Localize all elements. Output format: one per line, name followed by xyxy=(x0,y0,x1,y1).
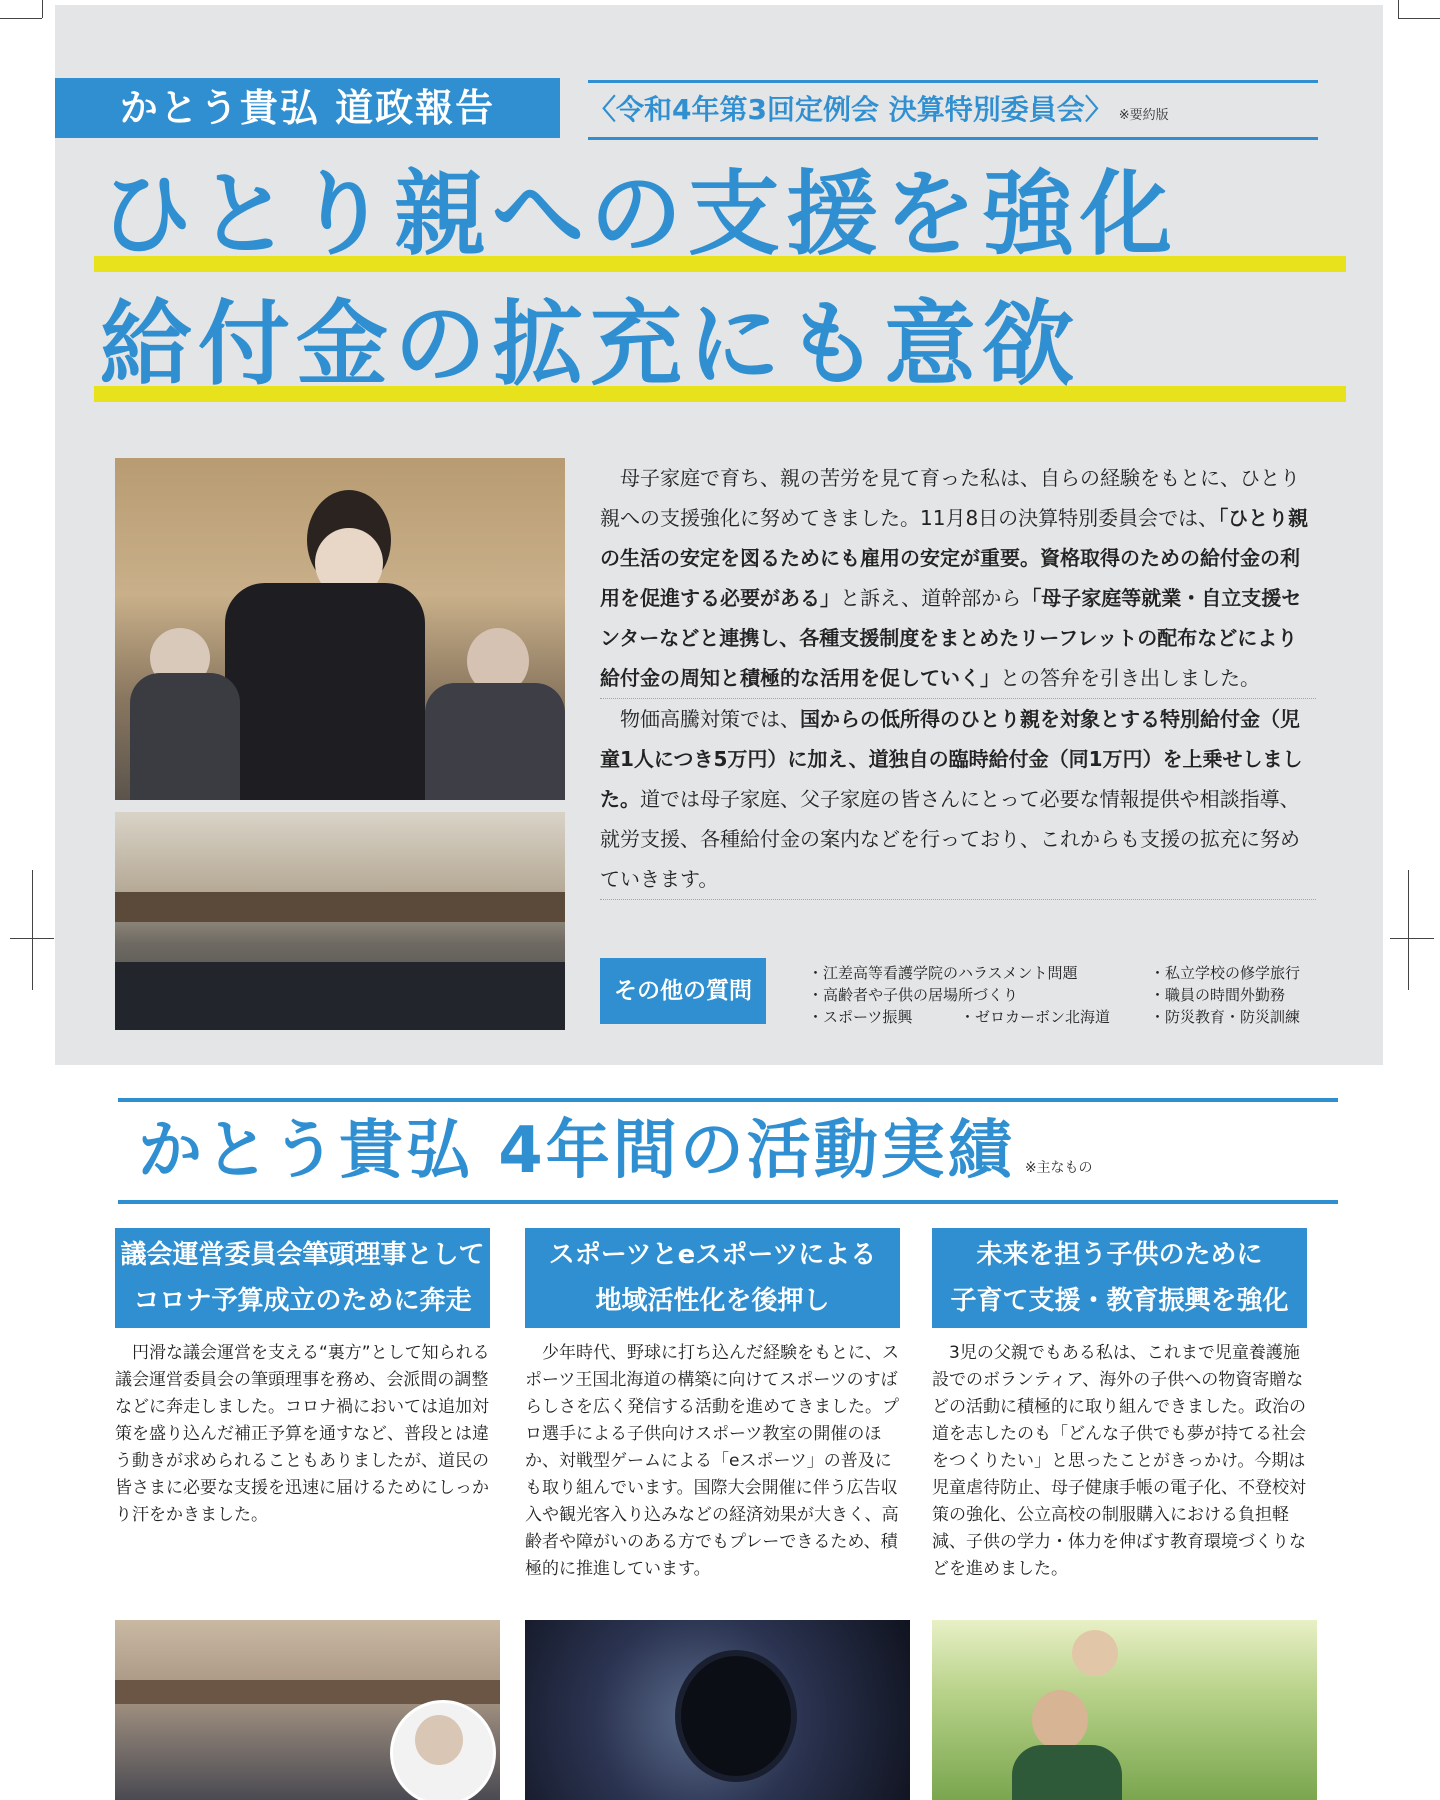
report-body xyxy=(600,458,1316,900)
session-title xyxy=(588,80,1318,140)
other-question-item: ・高齢者や子供の居場所づくり xyxy=(808,986,1019,1004)
committee-speech-photo xyxy=(115,458,565,800)
headline-line-2-text: 給付金の拡充にも意欲 xyxy=(100,291,1081,398)
column-heading-line: 子育て支援・教育振興を強化 xyxy=(950,1286,1289,1316)
crop-mark xyxy=(1398,0,1399,18)
column-heading-line: 議会運営委員会筆頭理事として xyxy=(120,1240,485,1270)
body-paragraph-2 xyxy=(600,699,1316,900)
session-title-text: 〈令和4年第3回定例会 決算特別委員会〉 xyxy=(588,93,1113,126)
column-body: 円滑な議会運営を支える“裏方”として知られる議会運営委員会の筆頭理事を務め、会派間の調整などに奔走しました。コロナ禍においては追加対策を盛り込んだ補正予算を通すなど、普段とは違う動きが求められることもありましたが、道民の皆さまに必要な支援を迅速に届けるためにしっかり汗をかきました。 xyxy=(115,1343,490,1525)
meeting-photo xyxy=(115,1620,500,1800)
committee-room-photo xyxy=(115,812,565,1030)
body-quote: 国からの低所得のひとり親を対象とする特別給付金（児童1人につき5万円）に加え、道独自の臨時給付金（同1万円）を上乗せしました。 xyxy=(600,707,1303,811)
crop-mark xyxy=(32,870,33,990)
body-text: との答弁を引き出しました。 xyxy=(1000,666,1260,690)
esports-photo xyxy=(525,1620,910,1800)
column-heading-line: スポーツとeスポーツによる xyxy=(548,1240,877,1270)
column-heading-line: 地域活性化を後押し xyxy=(595,1286,830,1316)
achievements-title xyxy=(118,1098,1338,1204)
other-question-item: ・防災教育・防災訓練 xyxy=(1150,1008,1301,1026)
achievements-note: ※主なもの xyxy=(1024,1160,1093,1176)
column-text-2 xyxy=(525,1340,900,1583)
body-text: と訴え、道幹部から xyxy=(840,586,1022,610)
column-heading-3 xyxy=(932,1228,1307,1328)
crop-mark xyxy=(1398,18,1440,19)
achievements-title-text: かとう貴弘 4年間の活動実績 xyxy=(138,1114,1015,1188)
other-questions-label: その他の質問 xyxy=(600,958,766,1024)
column-heading-1 xyxy=(115,1228,490,1328)
body-text: 道では母子家庭、父子家庭の皆さんにとって必要な情報提供や相談指導、就労支援、各種給付金の案内などを行っており、これからも支援の拡充に努めていきます。 xyxy=(600,787,1300,891)
crop-mark xyxy=(1390,938,1434,939)
column-text-3 xyxy=(932,1340,1307,1583)
other-question-item: ・ゼロカーボン北海道 xyxy=(960,1008,1111,1026)
headline-line-1 xyxy=(100,160,1340,270)
column-heading-2 xyxy=(525,1228,900,1328)
headline-line-1-text: ひとり親への支援を強化 xyxy=(100,161,1179,268)
body-quote: 「母子家庭等就業・自立支援センターなどと連携し、各種支援制度をまとめたリーフレットの配布などにより給付金の周知と積極的な活用を促していく」 xyxy=(600,586,1302,690)
column-heading-line: コロナ予算成立のために奔走 xyxy=(133,1286,472,1316)
crop-mark xyxy=(0,18,42,19)
body-quote: 「ひとり親の生活の安定を図るためにも雇用の安定が重要。資格取得のための給付金の利用を促進する必要がある」 xyxy=(600,506,1309,610)
family-photo xyxy=(932,1620,1317,1800)
other-question-item: ・江差高等看護学院のハラスメント問題 xyxy=(808,964,1078,982)
other-question-item: ・私立学校の修学旅行 xyxy=(1150,964,1301,982)
headline-line-2 xyxy=(100,290,1340,400)
body-paragraph-1 xyxy=(600,458,1316,699)
body-text: 母子家庭で育ち、親の苦労を見て育った私は、自らの経験をもとに、ひとり親への支援強化に努めてきました。11月8日の決算特別委員会では、 xyxy=(600,466,1300,530)
other-question-item: ・職員の時間外勤務 xyxy=(1150,986,1286,1004)
crop-mark xyxy=(1408,870,1409,990)
column-text-1 xyxy=(115,1340,490,1529)
column-heading-line: 未来を担う子供のために xyxy=(976,1240,1263,1270)
session-note: ※要約版 xyxy=(1118,108,1169,123)
column-body: 3児の父親でもある私は、これまで児童養護施設でのボランティア、海外の子供への物資寄贈などの活動に積極的に取り組んできました。政治の道を志したのも「どんな子供でも夢が持てる社会をつくりたい」と思ったことがきっかけ。今期は児童虐待防止、母子健康手帳の電子化、不登校対策の強化、公立高校の制服購入における負担軽減、子供の学力・体力を伸ばす教育環境づくりなどを進めました。 xyxy=(932,1343,1306,1579)
crop-mark xyxy=(42,0,43,18)
column-body: 少年時代、野球に打ち込んだ経験をもとに、スポーツ王国北海道の構築に向けてスポーツのすばらしさを広く発信する活動を進めてきました。プロ選手による子供向けスポーツ教室の開催のほか、対戦型ゲームによる「eスポーツ」の普及にも取り組んでいます。国際大会開催に伴う広告収入や観光客入り込みなどの経済効果が大きく、高齢者や障がいのある方でもプレーできるため、積極的に推進しています。 xyxy=(525,1343,899,1579)
body-text: 物価高騰対策では、 xyxy=(620,707,800,731)
report-tab: かとう貴弘 道政報告 xyxy=(55,78,560,138)
other-question-item: ・スポーツ振興 xyxy=(808,1008,913,1026)
